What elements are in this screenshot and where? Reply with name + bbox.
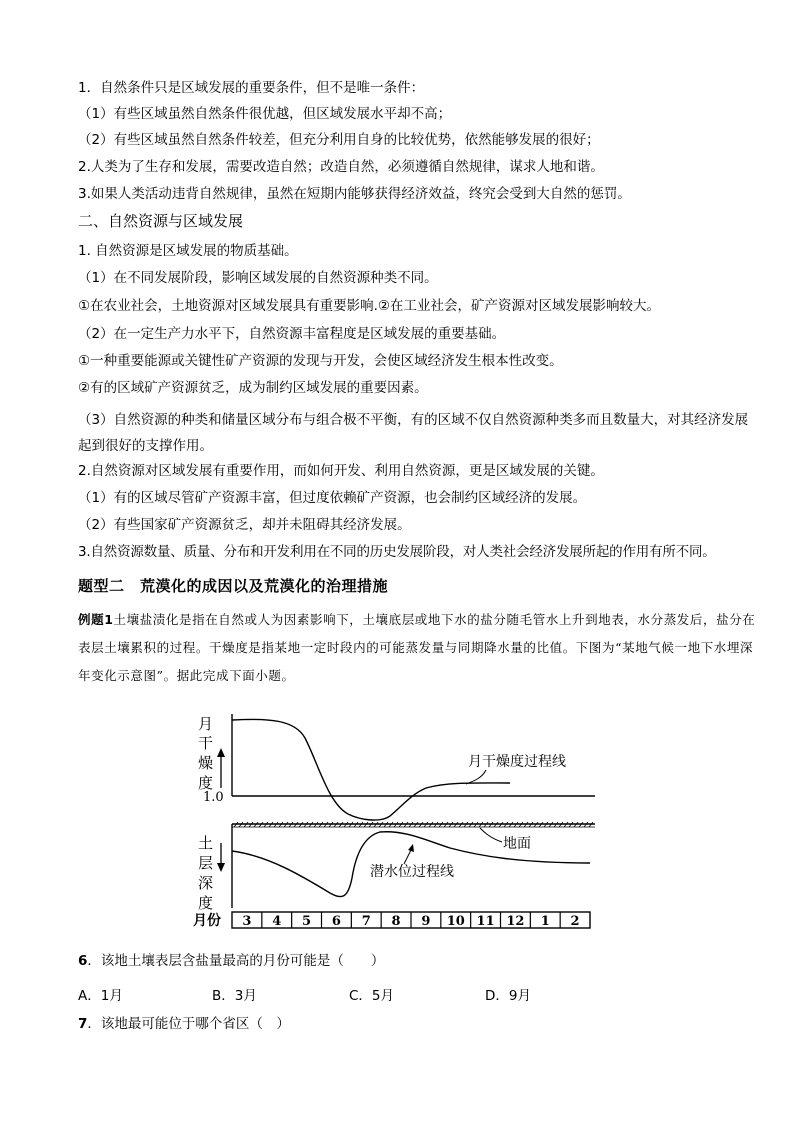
month-cell: 12 [506,914,525,929]
climate-groundwater-figure [190,708,605,933]
option-a: A．1月 [78,988,123,1004]
depth-axis-label [198,834,213,912]
svg-text:干: 干 [198,734,214,752]
text-line: （1）有的区域尽管矿产资源丰富，但过度依赖矿产资源，也会制约区域经济的发展。 [78,490,587,506]
groundwater-curve-label: 潜水位过程线 [370,864,454,880]
month-cell: 3 [242,914,252,929]
example-paragraph [78,606,758,690]
text-line: 3.如果人类活动违背自然规律，虽然在短期内能够获得经济效益，终究会受到大自然的惩罚。 [78,186,631,202]
question-text: ．该地最可能位于哪个省区（ ） [87,1016,290,1032]
month-cell: 9 [421,914,431,929]
svg-text:土: 土 [198,834,214,852]
svg-text:深: 深 [198,874,214,892]
month-cell: 4 [272,914,282,929]
month-cell: 5 [302,914,312,929]
svg-text:层: 层 [198,854,214,872]
text-line: （2）有些区域虽然自然条件较差，但充分利用自身的比较优势，依然能够发展的很好； [78,132,600,148]
month-cell: 1 [540,914,550,929]
question-type-heading: 题型二 荒漠化的成因以及荒漠化的治理措施 [78,577,389,595]
option-d: D．9月 [485,988,531,1004]
text-line: （3）自然资源的种类和储量区域分布与组合极不平衡，有的区域不仅自然资源种类多而且数量大，对其经济发展起到很好的支撑作用。 [78,412,749,454]
ground-label: 地面 [503,836,531,852]
month-cell: 7 [361,914,371,929]
svg-text:月: 月 [198,715,214,733]
svg-text:度: 度 [198,894,214,912]
month-cells [242,912,579,929]
ground-pointer [480,828,502,842]
option-c: C．5月 [349,988,395,1004]
month-cell: 10 [446,914,465,929]
text-line: ①一种重要能源或关键性矿产资源的发现与开发，会使区域经济发生根本性改变。 [78,353,563,369]
section-title: 二、自然资源与区域发展 [78,212,244,230]
option-b: B．3月 [212,988,257,1004]
text-line: 1．自然条件只是区域发展的重要条件，但不是唯一条件： [78,80,425,96]
question-6-options [78,984,758,1002]
groundwater-pointer-head-icon [408,844,414,852]
svg-text:燥: 燥 [198,754,214,772]
svg-text:度: 度 [198,774,214,792]
text-line: 1. 自然资源是区域发展的物质基础。 [78,243,298,259]
month-cell: 11 [476,914,495,929]
text-line: 2.人类为了生存和发展，需要改造自然；改造自然，必须遵循自然规律，谋求人地和谐。 [78,159,604,175]
question-text: ．该地土壤表层含盐量最高的月份可能是（ ） [87,953,385,969]
text-line: ②有的区域矿产资源贫乏，成为制约区域发展的重要因素。 [78,380,428,396]
question-number: 6 [78,953,88,969]
dryness-arrowhead-icon [217,748,225,757]
dryness-curve-label: 月干燥度过程线 [468,754,566,770]
example-label: 例题1 [78,612,114,627]
depth-arrowhead-icon [217,863,225,872]
month-label: 月份 [193,913,221,929]
text-line: 2.自然资源对区域发展有重要作用，而如何开发、利用自然资源，更是区域发展的关键。 [78,463,604,479]
month-cell: 2 [570,914,580,929]
month-cell: 6 [331,914,341,929]
text-line: ①在农业社会，土地资源对区域发展具有重要影响.②在工业社会，矿产资源对区域发展影响较大。 [78,298,660,314]
text-line: （2）有些国家矿产资源贫乏，却并未阻碍其经济发展。 [78,517,411,533]
dryness-pointer [466,770,486,784]
question-number: 7 [78,1016,88,1032]
example-text: 土壤盐渍化是指在自然或人为因素影响下，土壤底层或地下水的盐分随毛管水上升到地表，水分蒸发后，盐分在表层土壤累积的过程。干燥度是指某地一定时段内的可能蒸发量与同期降水量的比值。下图为“某地气候一地下水埋深年变化示意图”。据此完成下面小题。 [78,612,756,683]
text-line: （2）在一定生产力水平下，自然资源丰富程度是区域发展的重要基础。 [78,326,506,342]
question-6 [78,952,758,970]
text-line: （1）有些区域虽然自然条件很优越，但区域发展水平却不高； [78,106,452,122]
dryness-ref-value: 1.0 [203,790,224,805]
month-cell: 8 [391,914,401,929]
dryness-axis-label [198,715,213,792]
question-7 [78,1015,758,1033]
text-line: 3.自然资源数量、质量、分布和开发利用在不同的历史发展阶段，对人类社会经济发展所起的作用有所不同。 [78,544,716,560]
text-line: （1）在不同发展阶段，影响区域发展的自然资源种类不同。 [78,270,438,286]
